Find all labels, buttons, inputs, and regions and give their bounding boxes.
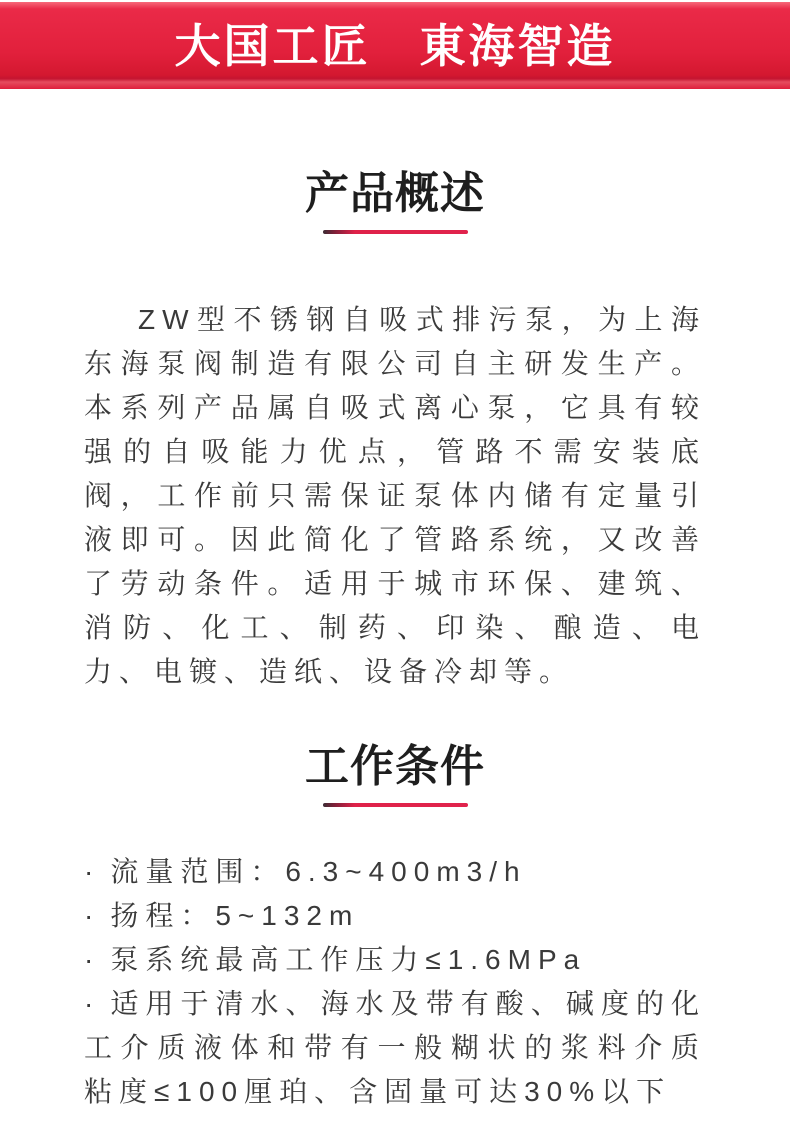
bullet-dot-icon: · bbox=[84, 856, 101, 887]
title-underline-decoration bbox=[323, 230, 468, 234]
overview-paragraph: ZW型不锈钢自吸式排污泵，为上海东海泵阀制造有限公司自主研发生产。本系列产品属自吸式离心泵，它具有较强的自吸能力优点，管路不需安装底阀，工作前只需保证泵体内储有定量引液即可。因此简化了管路系统，又改善了劳动条件。适用于城市环保、建筑、消防、化工、制药、印染、酿造、电力、电镀、造纸、设备冷却等。 bbox=[84, 304, 706, 687]
spec-list bbox=[84, 850, 706, 1114]
bullet-dot-icon: · bbox=[84, 900, 101, 931]
working-conditions-section-title: 工作条件 bbox=[305, 742, 485, 791]
spec-item-max-pressure bbox=[84, 938, 706, 982]
section-product-overview bbox=[0, 169, 790, 694]
bullet-dot-icon: · bbox=[84, 988, 101, 1019]
spec-item-applicable-media bbox=[84, 982, 706, 1114]
title-underline-decoration bbox=[323, 803, 468, 807]
spec-item-text: 扬程：5~132m bbox=[110, 900, 360, 931]
spec-item-text: 流量范围：6.3~400m3/h bbox=[110, 856, 527, 887]
product-detail-page bbox=[0, 2, 790, 1137]
overview-section-title: 产品概述 bbox=[305, 169, 485, 218]
spec-item-head bbox=[84, 894, 706, 938]
spec-item-flow-range bbox=[84, 850, 706, 894]
banner-title: 大国工匠 東海智造 bbox=[174, 19, 616, 72]
spec-item-text: 适用于清水、海水及带有酸、碱度的化工介质液体和带有一般糊状的浆料介质粘度≤100厘珀、含固量可达30%以下 bbox=[84, 988, 706, 1107]
bullet-dot-icon: · bbox=[84, 944, 101, 975]
header-banner bbox=[0, 2, 790, 89]
section-working-conditions bbox=[0, 742, 790, 1114]
spec-item-text: 泵系统最高工作压力≤1.6MPa bbox=[110, 944, 587, 975]
